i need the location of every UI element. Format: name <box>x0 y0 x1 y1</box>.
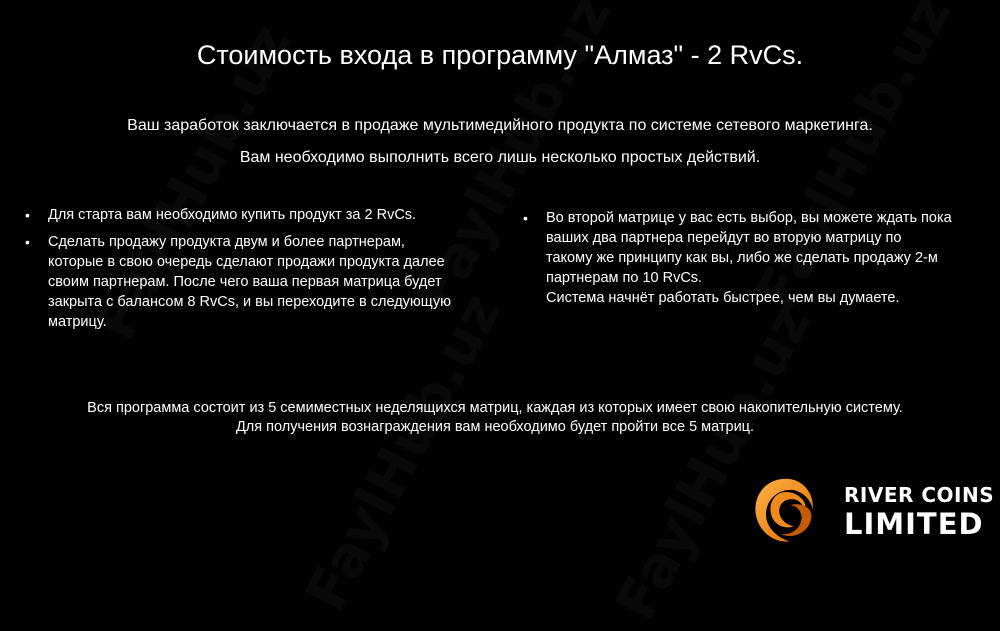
right-bullet-list <box>523 208 983 315</box>
list-item-text: ваших два партнера перейдут во вторую матрицу по <box>546 230 902 246</box>
list-item-text: закрыта с балансом 8 RvCs, и вы переходите в следующую <box>48 294 451 310</box>
watermark <box>603 294 823 631</box>
left-bullet-list <box>25 205 495 339</box>
bullet-icon: • <box>25 234 30 250</box>
list-item-text: Во второй матрице у вас есть выбор, вы можете ждать пока <box>546 210 952 226</box>
intro-line-1: Ваш заработок заключается в продаже мультимедийного продукта по системе сетевого маркетинга. <box>127 117 873 134</box>
list-item-text: партнерам по 10 RvCs. <box>546 270 703 286</box>
list-item-text: Система начнёт работать быстрее, чем вы думаете. <box>546 290 900 306</box>
list-item-text: Для старта вам необходимо купить продукт за 2 RvCs. <box>48 207 417 223</box>
list-item <box>25 205 495 225</box>
company-logo <box>748 473 995 553</box>
bullet-icon: • <box>25 207 30 223</box>
footer-line-1: Вся программа состоит из 5 семиместных неделящихся матриц, каждая из которых имеет свою накопительную систему. <box>87 400 903 416</box>
list-item <box>25 232 495 332</box>
list-item <box>523 208 983 308</box>
intro-line-2: Вам необходимо выполнить всего лишь несколько простых действий. <box>239 149 761 166</box>
river-coins-swirl-icon <box>748 473 824 549</box>
slide-title: Стоимость входа в программу "Алмаз" - 2 RvCs. <box>196 40 804 70</box>
list-item-text: своим партнерам. После чего ваша первая матрица будет <box>48 274 442 290</box>
footer-line-2: Для получения вознаграждения вам необходимо будет пройти все 5 матриц. <box>235 419 755 435</box>
list-item-text: которые в свою очередь сделают продажи продукта далее <box>48 254 445 270</box>
logo-text-limited: LIMITED <box>844 507 984 541</box>
logo-text-river-coins: RIVER COINS <box>844 483 995 507</box>
list-item-text: такому же принципу как вы, либо же сделать продажу 2-м <box>546 250 938 266</box>
list-item-text: матрицу. <box>48 314 107 330</box>
bullet-icon: • <box>523 210 528 226</box>
list-item-text: Сделать продажу продукта двум и более партнерам, <box>48 234 405 250</box>
